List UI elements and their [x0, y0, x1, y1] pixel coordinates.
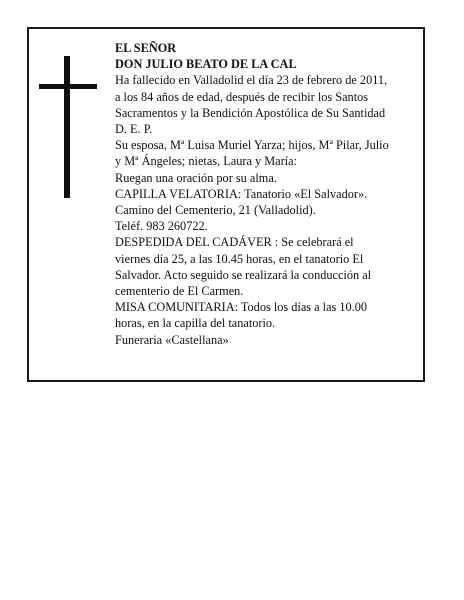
obituary-notice [27, 27, 425, 382]
notice-line: CAPILLA VELATORIA: Tanatorio «El Salvador». [115, 186, 368, 201]
notice-line: D. E. P. [115, 122, 153, 137]
notice-line: Ruegan una oración por su alma. [115, 170, 277, 185]
cross-vertical-bar [64, 56, 70, 198]
notice-line: Sacramentos y la Bendición Apostólica de Su Santidad [115, 105, 386, 120]
notice-line: Ha fallecido en Valladolid el día 23 de febrero de 2011, [115, 73, 388, 88]
notice-line: cementerio de El Carmen. [115, 284, 244, 299]
notice-line: Teléf. 983 260722. [115, 219, 208, 234]
notice-text [115, 40, 421, 348]
notice-heading-name: DON JULIO BEATO DE LA CAL [115, 57, 297, 72]
notice-line: a los 84 años de edad, después de recibir los Santos [115, 89, 369, 104]
notice-line: Salvador. Acto seguido se realizará la conducción al [115, 267, 372, 282]
notice-line: Camino del Cementerio, 21 (Valladolid). [115, 203, 316, 218]
notice-line: Funeraria «Castellana» [115, 332, 229, 347]
notice-line: DESPEDIDA DEL CADÁVER : Se celebrará el [115, 235, 354, 250]
notice-line: Su esposa, Mª Luisa Muriel Yarza; hijos, Mª Pilar, Julio [115, 138, 389, 153]
notice-line: viernes día 25, a las 10.45 horas, en el tanatorio El [115, 251, 364, 266]
notice-line: MISA COMUNITARIA: Todos los días a las 10.00 [115, 300, 368, 315]
cross-icon [39, 56, 97, 198]
cross-horizontal-bar [39, 84, 97, 89]
notice-line: horas, en la capilla del tanatorio. [115, 316, 276, 331]
notice-line: y Mª Ángeles; nietas, Laura y María: [115, 154, 297, 169]
notice-heading-title: EL SEÑOR [115, 41, 177, 55]
